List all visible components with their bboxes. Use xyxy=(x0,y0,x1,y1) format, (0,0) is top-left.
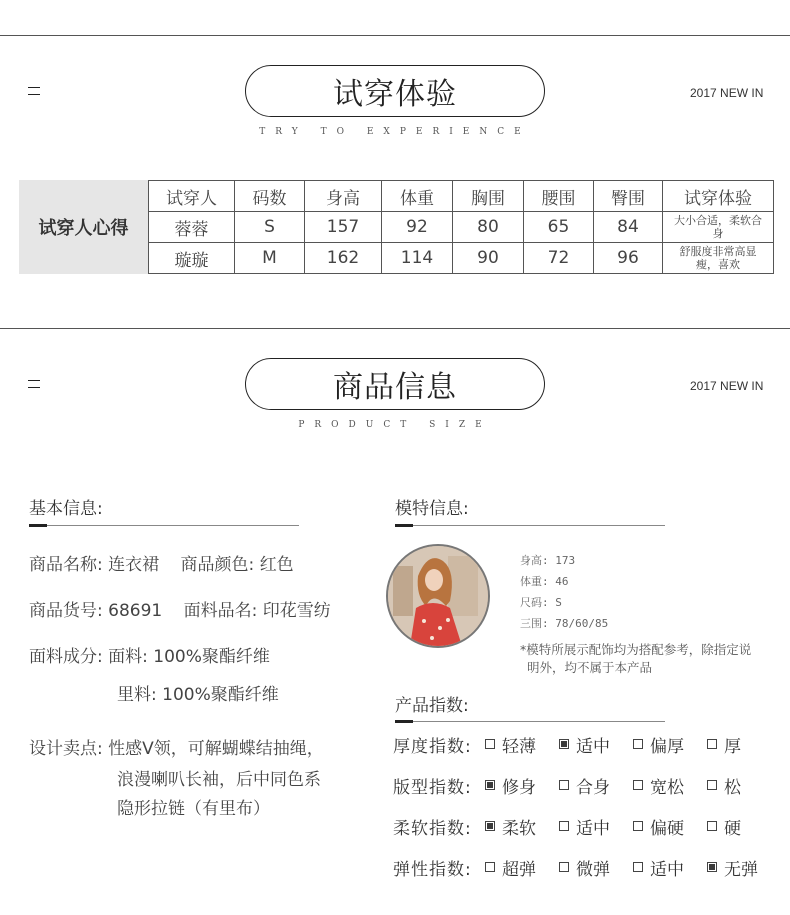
table-cell: 92 xyxy=(382,212,453,243)
index-option xyxy=(633,814,707,839)
section-mark xyxy=(28,87,40,95)
index-option-label: 厚 xyxy=(724,736,741,757)
index-option xyxy=(707,732,781,757)
product-subtitle: PRODUCT SIZE xyxy=(298,420,492,430)
top-divider xyxy=(0,35,790,36)
unchecked-box-icon xyxy=(633,821,643,831)
product-color-value: 红色 xyxy=(259,555,294,575)
table-cell: 72 xyxy=(524,243,594,274)
index-option xyxy=(559,814,633,839)
table-cell: 65 xyxy=(524,212,594,243)
table-header-row xyxy=(149,181,774,212)
index-option xyxy=(485,732,559,757)
checked-box-icon xyxy=(485,821,495,831)
table-header: 腰围 xyxy=(524,181,594,212)
table-header: 体重 xyxy=(382,181,453,212)
middle-divider xyxy=(0,328,790,329)
index-row-label: 弹性指数: xyxy=(393,859,472,880)
model-note xyxy=(520,641,780,677)
model-info-underline xyxy=(395,525,665,526)
unchecked-box-icon xyxy=(485,739,495,749)
product-index-heading: 产品指数: xyxy=(395,696,469,716)
selling-point-1: 性感V领，可解蝴蝶结抽绳， xyxy=(108,739,324,759)
table-cell: 80 xyxy=(453,212,524,243)
checked-box-icon xyxy=(485,780,495,790)
table-header: 试穿体验 xyxy=(663,181,774,212)
tryon-tag: 2017 NEW IN xyxy=(690,86,764,100)
table-header: 身高 xyxy=(305,181,382,212)
checked-box-icon xyxy=(559,739,569,749)
tryon-subtitle: TRY TO EXPERIENCE xyxy=(259,127,531,137)
index-option-label: 轻薄 xyxy=(502,736,536,757)
index-option xyxy=(559,732,633,757)
index-option xyxy=(633,773,707,798)
index-option-label: 超弹 xyxy=(502,859,536,880)
index-option-label: 宽松 xyxy=(650,777,684,798)
unchecked-box-icon xyxy=(633,862,643,872)
index-option xyxy=(559,855,633,880)
model-weight: 体重: 46 xyxy=(520,575,569,588)
index-option xyxy=(707,773,781,798)
fabric-name-label: 面料品名: xyxy=(183,601,258,621)
index-option xyxy=(707,814,781,839)
index-option-label: 适中 xyxy=(650,859,684,880)
selling-point-3: 隐形拉链（有里布） xyxy=(117,799,270,819)
table-header: 试穿人 xyxy=(149,181,235,212)
selling-points-line xyxy=(29,735,324,763)
table-cell: 114 xyxy=(382,243,453,274)
model-info-heading: 模特信息: xyxy=(395,499,469,519)
composition-lining: 里料: 100%聚酯纤维 xyxy=(117,685,279,705)
section-mark xyxy=(28,380,40,388)
unchecked-box-icon xyxy=(559,862,569,872)
basic-info-heading: 基本信息: xyxy=(29,499,103,519)
index-row-label: 版型指数: xyxy=(393,777,472,798)
table-cell: S xyxy=(235,212,305,243)
index-option xyxy=(485,814,559,839)
model-photo xyxy=(386,544,490,648)
checked-box-icon xyxy=(707,862,717,872)
table-cell: 舒服度非常高显瘦，喜欢 xyxy=(663,243,774,274)
fabric-name-value: 印花雪纺 xyxy=(262,601,331,621)
table-cell: 96 xyxy=(594,243,663,274)
unchecked-box-icon xyxy=(707,780,717,790)
product-sku-label: 商品货号: xyxy=(29,601,103,621)
table-cell: 157 xyxy=(305,212,382,243)
selling-point-2: 浪漫喇叭长袖，后中同色系 xyxy=(117,770,321,790)
product-index-underline xyxy=(395,721,665,722)
model-measurements: 三围: 78/60/85 xyxy=(520,617,609,630)
table-cell: 大小合适，柔软合身 xyxy=(663,212,774,243)
unchecked-box-icon xyxy=(485,862,495,872)
index-option xyxy=(485,773,559,798)
tryon-side-label: 试穿人心得 xyxy=(19,180,148,274)
product-title: 商品信息 xyxy=(245,358,545,410)
basic-info-underline xyxy=(29,525,299,526)
index-option-label: 松 xyxy=(724,777,741,798)
product-sku-line xyxy=(29,597,331,625)
model-photo-illustration xyxy=(388,546,488,646)
product-name-label: 商品名称: xyxy=(29,555,103,575)
unchecked-box-icon xyxy=(559,780,569,790)
unchecked-box-icon xyxy=(633,780,643,790)
table-cell: 162 xyxy=(305,243,382,274)
product-name-line xyxy=(29,551,294,579)
table-cell: 90 xyxy=(453,243,524,274)
index-row xyxy=(393,773,781,797)
table-cell: 蓉蓉 xyxy=(149,212,235,243)
table-row xyxy=(149,212,774,243)
table-cell: 84 xyxy=(594,212,663,243)
model-note-line-1: *模特所展示配饰均为搭配参考，除指定说 xyxy=(520,642,752,657)
tryon-title: 试穿体验 xyxy=(245,65,545,117)
index-option-label: 修身 xyxy=(502,777,536,798)
composition-line-2 xyxy=(29,681,279,709)
selling-points-line-2 xyxy=(29,766,321,794)
index-option xyxy=(633,855,707,880)
selling-points-line-3 xyxy=(29,795,270,823)
table-cell: 璇璇 xyxy=(149,243,235,274)
unchecked-box-icon xyxy=(633,739,643,749)
composition-outer: 面料: 100%聚酯纤维 xyxy=(108,647,270,667)
index-option xyxy=(633,732,707,757)
index-row xyxy=(393,732,781,756)
index-option-label: 偏厚 xyxy=(650,736,684,757)
product-color-label: 商品颜色: xyxy=(180,555,255,575)
index-row xyxy=(393,855,781,879)
index-option-label: 合身 xyxy=(576,777,610,798)
model-size: 尺码: S xyxy=(520,596,562,609)
index-option-label: 无弹 xyxy=(724,859,758,880)
table-header: 码数 xyxy=(235,181,305,212)
model-note-line-2: 明外，均不属于本产品 xyxy=(527,660,653,675)
product-tag: 2017 NEW IN xyxy=(690,379,764,393)
unchecked-box-icon xyxy=(707,739,717,749)
product-sku-value: 68691 xyxy=(108,601,163,621)
index-option-label: 柔软 xyxy=(502,818,536,839)
index-option xyxy=(707,855,781,880)
index-option-label: 偏硬 xyxy=(650,818,684,839)
index-option xyxy=(485,855,559,880)
model-height: 身高: 173 xyxy=(520,554,576,567)
product-name-value: 连衣裙 xyxy=(108,555,160,575)
index-row xyxy=(393,814,781,838)
index-row-label: 柔软指数: xyxy=(393,818,472,839)
index-option-label: 硬 xyxy=(724,818,741,839)
index-option-label: 适中 xyxy=(576,818,610,839)
table-header: 胸围 xyxy=(453,181,524,212)
index-row-label: 厚度指数: xyxy=(393,736,472,757)
tryon-table xyxy=(148,180,774,274)
table-cell: M xyxy=(235,243,305,274)
unchecked-box-icon xyxy=(559,821,569,831)
index-option-label: 适中 xyxy=(576,736,610,757)
index-option xyxy=(559,773,633,798)
composition-label: 面料成分: xyxy=(29,647,103,667)
selling-points-label: 设计卖点: xyxy=(29,739,103,759)
unchecked-box-icon xyxy=(707,821,717,831)
composition-line xyxy=(29,643,270,671)
table-row xyxy=(149,243,774,274)
index-option-label: 微弹 xyxy=(576,859,610,880)
table-header: 臀围 xyxy=(594,181,663,212)
